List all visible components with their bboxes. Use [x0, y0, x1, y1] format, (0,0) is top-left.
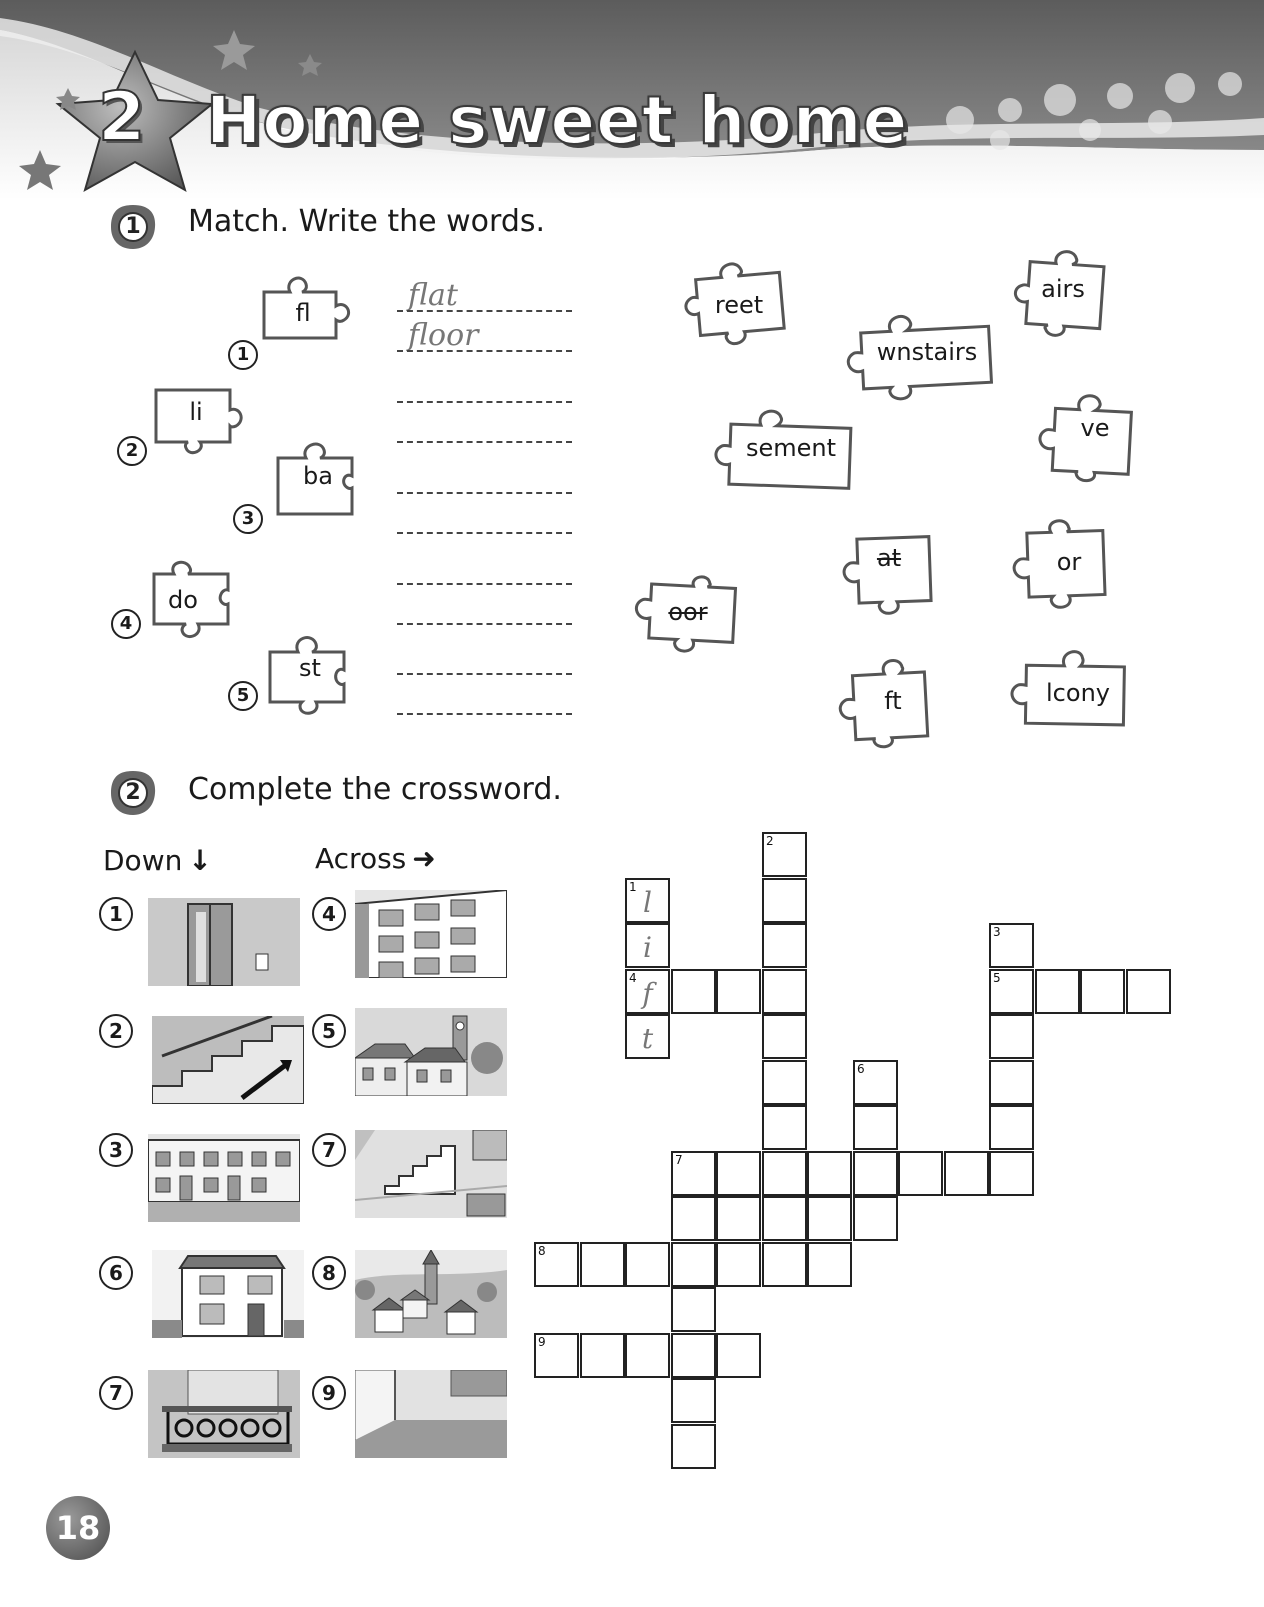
- crossword-cell[interactable]: [762, 1060, 807, 1105]
- across-clue-number: 4: [312, 897, 346, 931]
- write-line-1a[interactable]: [397, 310, 572, 312]
- crossword-cell[interactable]: [716, 969, 761, 1014]
- lift-icon: [148, 898, 300, 986]
- crossword-cell[interactable]: [1126, 969, 1171, 1014]
- puzzle-piece-wnstairs[interactable]: [842, 306, 994, 398]
- across-arrow-icon: ➜: [412, 842, 436, 875]
- flat-icon: [355, 890, 507, 978]
- exercise-2-badge: [108, 768, 158, 818]
- write-line-1b[interactable]: [397, 350, 572, 352]
- puzzle-piece-li[interactable]: [154, 388, 238, 454]
- crossword-cell[interactable]: [989, 1014, 1034, 1059]
- piece-text: or: [1056, 548, 1082, 576]
- crossword-cell[interactable]: [762, 1151, 807, 1196]
- crossword-cell[interactable]: [671, 1151, 716, 1196]
- crossword-cell[interactable]: [671, 1378, 716, 1423]
- across-clue-number: 7: [312, 1133, 346, 1167]
- cell-clue-number: 7: [675, 1153, 683, 1167]
- item-number-2: 2: [117, 436, 147, 466]
- piece-text: reet: [714, 291, 764, 319]
- crossword-cell[interactable]: [625, 1242, 670, 1287]
- crossword-cell[interactable]: [716, 1333, 761, 1378]
- across-label: Across: [315, 842, 407, 875]
- crossword-cell[interactable]: [989, 1060, 1034, 1105]
- crossword-cell[interactable]: [762, 878, 807, 923]
- puzzle-piece-ba[interactable]: [276, 444, 360, 524]
- puzzle-piece-do[interactable]: [152, 564, 236, 646]
- crossword-cell[interactable]: [671, 1242, 716, 1287]
- answer-1a: flat: [408, 278, 458, 313]
- house-icon: [152, 1250, 304, 1338]
- down-label: Down: [103, 844, 183, 877]
- write-line-5a[interactable]: [397, 673, 572, 675]
- write-line-3a[interactable]: [397, 492, 572, 494]
- crossword-cell[interactable]: [762, 1196, 807, 1241]
- puzzle-piece-fl[interactable]: [262, 278, 344, 348]
- write-line-2b[interactable]: [397, 441, 572, 443]
- crossword-cell[interactable]: [625, 923, 670, 968]
- crossword-cell[interactable]: [534, 1333, 579, 1378]
- cell-clue-number: 2: [766, 834, 774, 848]
- crossword-cell[interactable]: [762, 1105, 807, 1150]
- puzzle-piece-at[interactable]: [836, 528, 942, 614]
- puzzle-piece-st[interactable]: [268, 628, 352, 714]
- piece-text: lcony: [1046, 679, 1110, 707]
- across-clue-number: 8: [312, 1256, 346, 1290]
- crossword-cell[interactable]: [989, 1151, 1034, 1196]
- exercise-1-number: 1: [125, 214, 141, 239]
- downstairs-icon: [152, 1016, 304, 1104]
- unit-banner: [0, 0, 1264, 200]
- piece-text: ba: [303, 462, 333, 490]
- cell-clue-number: 8: [538, 1244, 546, 1258]
- cell-letter: i: [643, 931, 652, 964]
- exercise-1-badge: [108, 202, 158, 252]
- crossword-cell[interactable]: [762, 1014, 807, 1059]
- crossword-cell[interactable]: [762, 1242, 807, 1287]
- piece-text: oor: [668, 598, 708, 626]
- crossword-cell[interactable]: [989, 1105, 1034, 1150]
- across-clue-number: 9: [312, 1376, 346, 1410]
- crossword-cell[interactable]: [580, 1242, 625, 1287]
- crossword-cell[interactable]: [1035, 969, 1080, 1014]
- piece-text: airs: [1041, 275, 1085, 303]
- crossword-cell[interactable]: [625, 1333, 670, 1378]
- floor-icon: [355, 1370, 507, 1458]
- piece-text: ve: [1080, 414, 1110, 442]
- unit-title: Home sweet home: [206, 82, 909, 159]
- crossword-cell[interactable]: [580, 1333, 625, 1378]
- street-icon: [148, 1134, 300, 1222]
- piece-text: at: [876, 544, 902, 572]
- piece-text: fl: [295, 299, 311, 327]
- down-arrow-icon: ↓: [188, 844, 212, 877]
- write-line-2a[interactable]: [397, 401, 572, 403]
- piece-text: st: [299, 654, 321, 682]
- town-icon: [355, 1008, 507, 1096]
- cell-clue-number: 9: [538, 1335, 546, 1349]
- piece-text: sement: [745, 434, 837, 462]
- crossword-cell[interactable]: [534, 1242, 579, 1287]
- cell-clue-number: 1: [629, 880, 637, 894]
- crossword-cell[interactable]: [716, 1151, 761, 1196]
- crossword-cell[interactable]: [853, 1105, 898, 1150]
- village-icon: [355, 1250, 507, 1338]
- crossword-cell[interactable]: [853, 1151, 898, 1196]
- crossword-cell[interactable]: [625, 969, 670, 1014]
- write-line-4b[interactable]: [397, 623, 572, 625]
- down-heading: [103, 844, 212, 877]
- piece-text: li: [189, 398, 203, 426]
- crossword-cell[interactable]: [989, 923, 1034, 968]
- crossword-cell[interactable]: [625, 1014, 670, 1059]
- puzzle-piece-oor[interactable]: [632, 576, 744, 668]
- across-heading: [315, 842, 436, 875]
- page-number: 18: [46, 1496, 110, 1560]
- crossword-cell[interactable]: [762, 969, 807, 1014]
- down-clue-number: 1: [99, 897, 133, 931]
- piece-text: do: [168, 586, 198, 614]
- puzzle-piece-sement[interactable]: [708, 402, 858, 494]
- down-clue-number: 3: [99, 1133, 133, 1167]
- crossword-cell[interactable]: [898, 1151, 943, 1196]
- write-line-4a[interactable]: [397, 583, 572, 585]
- write-line-5b[interactable]: [397, 713, 572, 715]
- cell-letter: t: [641, 1022, 654, 1055]
- crossword-cell[interactable]: [671, 1196, 716, 1241]
- down-clue-number: 7: [99, 1376, 133, 1410]
- puzzle-piece-lcony[interactable]: [1008, 640, 1134, 732]
- puzzle-piece-ve[interactable]: [1034, 388, 1138, 480]
- crossword-cell[interactable]: [671, 969, 716, 1014]
- cell-letter: f: [642, 977, 653, 1010]
- puzzle-piece-ft[interactable]: [832, 654, 940, 748]
- crossword-cell[interactable]: [716, 1196, 761, 1241]
- piece-text: wnstairs: [876, 338, 978, 366]
- crossword-cell[interactable]: [671, 1333, 716, 1378]
- crossword-cell[interactable]: [989, 969, 1034, 1014]
- crossword-cell[interactable]: [625, 878, 670, 923]
- item-number-5: 5: [228, 681, 258, 711]
- crossword-cell[interactable]: [944, 1151, 989, 1196]
- answer-1b: floor: [408, 318, 479, 353]
- balcony-icon: [148, 1370, 300, 1458]
- exercise-1-instruction: Match. Write the words.: [188, 204, 546, 239]
- puzzle-piece-reet[interactable]: [684, 262, 794, 348]
- puzzle-piece-airs[interactable]: [1010, 244, 1116, 334]
- unit-number: 2: [98, 78, 146, 157]
- across-clue-number: 5: [312, 1014, 346, 1048]
- crossword-cell[interactable]: [671, 1424, 716, 1469]
- item-number-1: 1: [228, 340, 258, 370]
- exercise-2-number: 2: [125, 780, 141, 805]
- crossword-cell[interactable]: [1080, 969, 1125, 1014]
- crossword-cell[interactable]: [807, 1242, 852, 1287]
- down-clue-number: 2: [99, 1014, 133, 1048]
- exercise-2-instruction: Complete the crossword.: [188, 772, 562, 807]
- basement-icon: [355, 1130, 507, 1218]
- crossword-cell[interactable]: [807, 1196, 852, 1241]
- crossword-cell[interactable]: [807, 1151, 852, 1196]
- cell-clue-number: 5: [993, 971, 1001, 985]
- crossword-cell[interactable]: [853, 1196, 898, 1241]
- down-clue-number: 6: [99, 1256, 133, 1290]
- write-line-3b[interactable]: [397, 532, 572, 534]
- cell-clue-number: 3: [993, 925, 1001, 939]
- piece-text: ft: [884, 687, 902, 715]
- crossword-cell[interactable]: [671, 1287, 716, 1332]
- crossword-cell[interactable]: [853, 1060, 898, 1105]
- item-number-3: 3: [233, 504, 263, 534]
- cell-clue-number: 4: [629, 971, 637, 985]
- crossword-cell[interactable]: [716, 1242, 761, 1287]
- crossword-cell[interactable]: [762, 923, 807, 968]
- cell-letter: l: [643, 886, 652, 919]
- puzzle-piece-or[interactable]: [1008, 520, 1114, 614]
- cell-clue-number: 6: [857, 1062, 865, 1076]
- item-number-4: 4: [111, 609, 141, 639]
- crossword-cell[interactable]: [762, 832, 807, 877]
